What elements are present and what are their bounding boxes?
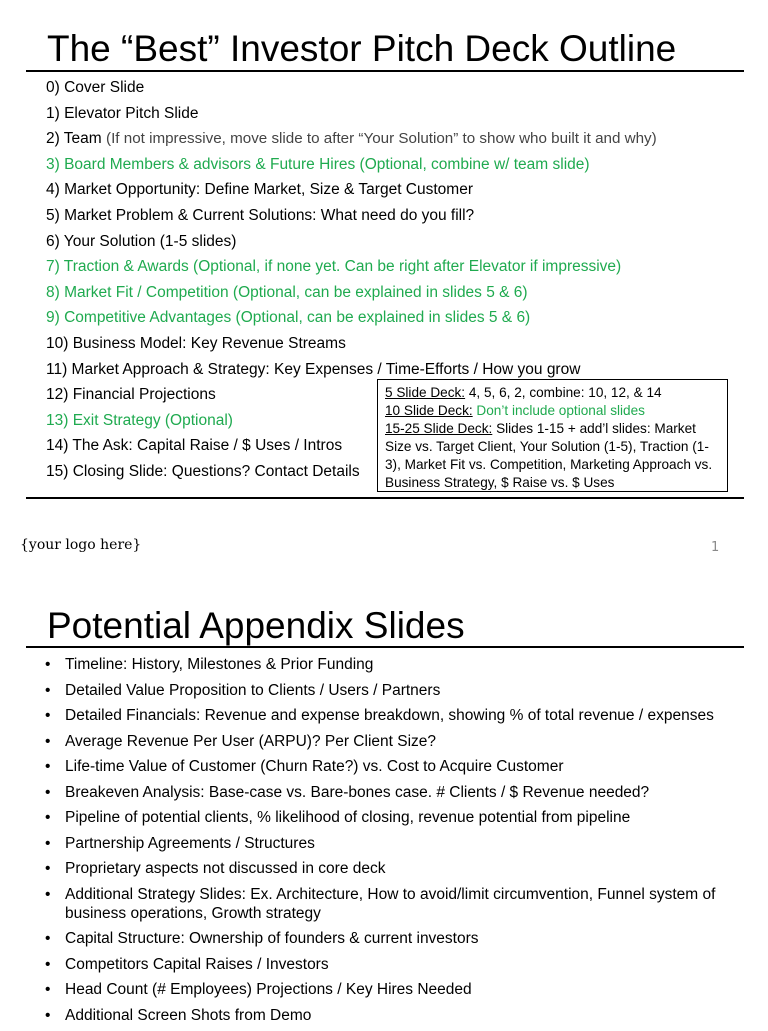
appendix-item-text: Timeline: History, Milestones & Prior Funding: [65, 656, 374, 673]
appendix-slide: [0, 580, 768, 1024]
appendix-item: [45, 1006, 745, 1025]
bullet-icon: •: [45, 885, 51, 903]
appendix-item: [45, 706, 745, 725]
appendix-item-text: Pipeline of potential clients, % likelihood of closing, revenue potential from pipeline: [65, 809, 631, 826]
deck-five-text: 4, 5, 6, 2, combine: 10, 12, & 14: [465, 385, 662, 400]
deck-length-box: [377, 379, 728, 492]
outline-item-traction: 7) Traction & Awards (Optional, if none yet. Can be right after Elevator if impressive): [46, 258, 622, 276]
outline-item-team-note: (If not impressive, move slide to after “Your Solution” to show who built it and why): [106, 130, 657, 148]
outline-item-market-fit: 8) Market Fit / Competition (Optional, can be explained in slides 5 & 6): [46, 283, 528, 301]
appendix-item: [45, 885, 745, 923]
outline-item-exit-strategy: 13) Exit Strategy (Optional): [46, 411, 233, 429]
bullet-icon: •: [45, 681, 51, 699]
appendix-item: [45, 732, 745, 751]
bullet-icon: •: [45, 930, 51, 947]
appendix-item: [45, 834, 745, 853]
appendix-item-text: Head Count (# Employees) Projections / Key Hires Needed: [65, 981, 472, 998]
appendix-item: [45, 757, 745, 776]
appendix-item-text: Detailed Value Proposition to Clients / Users / Partners: [65, 681, 441, 699]
appendix-item-text: Life-time Value of Customer (Churn Rate?) vs. Cost to Acquire Customer: [65, 758, 564, 775]
outline-item-team-label: 2) Team: [46, 130, 107, 148]
appendix-item: [45, 808, 745, 827]
outline-item-closing: 15) Closing Slide: Questions? Contact Details: [46, 462, 360, 480]
footer-divider: [26, 497, 744, 499]
outline-item-market-opportunity: 4) Market Opportunity: Define Market, Size & Target Customer: [46, 181, 473, 199]
bullet-icon: •: [45, 707, 51, 724]
appendix-list: [45, 655, 745, 1031]
deck-fifteen-line: [385, 420, 720, 492]
bullet-icon: •: [45, 981, 51, 998]
bullet-icon: •: [45, 758, 51, 775]
outline-item-the-ask: 14) The Ask: Capital Raise / $ Uses / Intros: [46, 437, 343, 455]
appendix-item-text: Average Revenue Per User (ARPU)? Per Client Size?: [65, 732, 437, 750]
outline-item-your-solution: 6) Your Solution (1-5 slides): [46, 232, 237, 250]
bullet-icon: •: [45, 656, 51, 673]
bullet-icon: •: [45, 860, 51, 877]
appendix-item-text: Capital Structure: Ownership of founders & current investors: [65, 930, 479, 947]
deck-ten-label: 10 Slide Deck:: [385, 403, 473, 418]
bullet-icon: •: [45, 955, 51, 973]
outline-item-cover: 0) Cover Slide: [46, 79, 145, 96]
appendix-item-text: Competitors Capital Raises / Investors: [65, 955, 329, 973]
deck-ten-line: [385, 402, 720, 420]
bullet-icon: •: [45, 1006, 51, 1024]
outline-item-financial-projections: 12) Financial Projections: [46, 386, 216, 404]
appendix-item-text: Additional Screen Shots from Demo: [65, 1006, 312, 1024]
bullet-icon: •: [45, 809, 51, 826]
deck-five-label: 5 Slide Deck:: [385, 385, 466, 400]
outline-item-business-model: 10) Business Model: Key Revenue Streams: [46, 334, 346, 352]
deck-ten-text: Don’t include optional slides: [472, 403, 645, 418]
appendix-item-text: Detailed Financials: Revenue and expense breakdown, showing % of total revenue / expenses: [65, 707, 714, 724]
appendix-item: [45, 980, 745, 999]
appendix-item-text: Partnership Agreements / Structures: [65, 834, 315, 852]
deck-fifteen-label: 15-25 Slide Deck:: [385, 421, 493, 436]
appendix-item: [45, 655, 745, 674]
outline-item-board-members: 3) Board Members & advisors & Future Hires (Optional, combine w/ team slide): [46, 155, 590, 173]
outline-item-competitive-advantages: 9) Competitive Advantages (Optional, can be explained in slides 5 & 6): [46, 309, 531, 327]
appendix-item-text: Breakeven Analysis: Base-case vs. Bare-bones case. # Clients / $ Revenue needed?: [65, 783, 650, 801]
bullet-icon: •: [45, 783, 51, 801]
logo-placeholder: {your logo here}: [20, 537, 142, 553]
bullet-icon: •: [45, 732, 51, 750]
page-number: 1: [711, 540, 720, 555]
deck-fifteen-text: Slides 1-15 + add’l slides: Market Size vs. Target Client, Your Solution (1-5), Traction (1-3), Market Fit vs. Competition, Marketing Approach vs. Business Strategy, $ Raise vs. $ Uses: [385, 421, 713, 490]
appendix-title: Potential Appendix Slides: [47, 605, 465, 646]
title-divider: [26, 70, 744, 72]
appendix-item: [45, 929, 745, 948]
appendix-item: [45, 681, 745, 700]
appendix-item-text: Additional Strategy Slides: Ex. Architecture, How to avoid/limit circumvention, Funnel system of business operations, Growth strategy: [65, 885, 716, 922]
deck-five-line: [385, 384, 720, 402]
appendix-title-divider: [26, 646, 744, 648]
appendix-item: [45, 783, 745, 802]
appendix-item-text: Proprietary aspects not discussed in core deck: [65, 860, 386, 877]
outline-item-team: [46, 129, 746, 155]
outline-item-elevator-pitch: 1) Elevator Pitch Slide: [46, 104, 199, 122]
outline-item-market-problem: 5) Market Problem & Current Solutions: What need do you fill?: [46, 206, 475, 224]
outline-item-market-approach: 11) Market Approach & Strategy: Key Expenses / Time-Efforts / How you grow: [46, 360, 581, 378]
appendix-item: [45, 955, 745, 974]
appendix-item: [45, 859, 745, 878]
outline-title: The “Best” Investor Pitch Deck Outline: [47, 28, 677, 69]
bullet-icon: •: [45, 834, 51, 852]
